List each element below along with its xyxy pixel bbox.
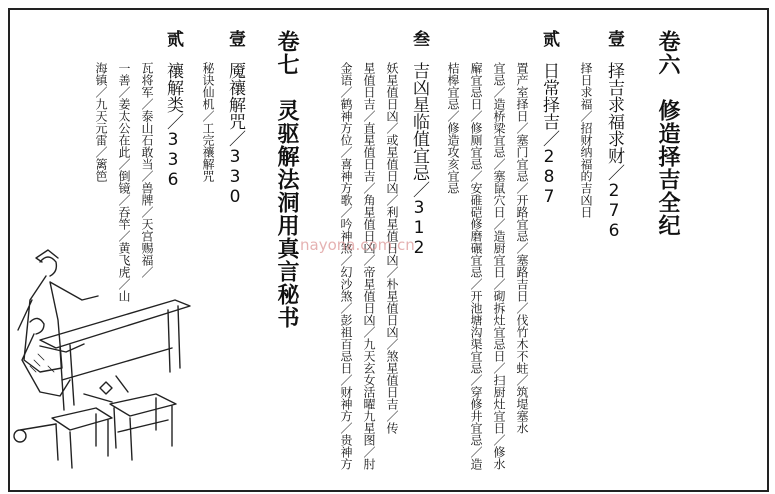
volume6-s1-sub: 择日求福／招财纳福的吉凶日 [579, 62, 593, 218]
volume7-title: 卷七 灵驱解法洞用真言秘书 [274, 30, 300, 329]
volume7-s2-sub-2: 一善／姜太公在此／倒镜／吞竿／黄飞虎／山 [117, 62, 131, 302]
volume7-s2-title: 禳解类／336 [163, 62, 183, 190]
volume6-s3-sub-1: 妖星值日凶／或星值日凶／利星值日凶／朴星值日凶／煞星值日吉／传 [385, 62, 399, 434]
volume6-s2-sub-2: 宜忌／造桥梁宜忌／塞鼠穴日／造厨宜日／砌拆灶宜忌日／扫厨灶宜日／修水 [492, 62, 506, 470]
square-table [110, 394, 176, 460]
volume7-s2-sub-1: 瓦将军／泰山石敢当／兽牌／天宫赐福／ [140, 62, 154, 278]
volume6-s1-num: 壹 [604, 30, 624, 47]
volume7-s1-num: 壹 [225, 30, 245, 47]
volume7-s2-num: 贰 [163, 30, 183, 47]
bench-top [40, 300, 190, 348]
volume7-s1-title: 魇禳解咒／330 [225, 62, 245, 207]
volume6-s1-title: 择吉求福求财／276 [604, 62, 624, 241]
volume6-s3-sub-3: 金语／鹤神方位／喜神方歌／吟神煞／幻沙煞／彭祖百忌日／财神方／贵神方 [339, 62, 353, 470]
volume7-s2-sub-3: 海镇／九天元雷／篱笆 [94, 62, 108, 182]
volume6-s3-title: 吉凶星临值宜忌／312 [409, 62, 429, 258]
volume6-s2-num: 贰 [539, 30, 559, 47]
bench-legs [60, 306, 180, 410]
volume6-title: 卷六 修造择吉全纪 [655, 30, 681, 237]
watermark: nayona.com.cn [300, 236, 415, 254]
volume6-s2-sub-3: 廨宜忌日／修厕宜忌／安碓硙修磨碾宜忌／开池塘沟渠宜忌／穿修井宜忌／造 [469, 62, 483, 470]
small-stool [52, 408, 112, 468]
volume7-s1-sub: 秘诀仙机／工完禳解咒 [201, 62, 215, 182]
ground-tools [14, 376, 128, 442]
volume6-s2-sub-1: 置产室择日／塞门宜忌／开路宜忌／塞路吉日／伐竹木不蛀／筑堤塞水 [515, 62, 529, 434]
volume6-s2-sub-4: 桔槔宜忌／修造攻亥宜忌 [446, 62, 460, 194]
standing-figure [18, 257, 98, 372]
volume6-s3-sub-2: 星值日吉／直星值日吉／角星值日凶／帝星值日凶／九天玄女活曜九星图／肘 [362, 62, 376, 470]
volume6-s3-num: 叁 [409, 30, 429, 47]
volume6-s2-title: 日常择吉／287 [539, 62, 559, 207]
